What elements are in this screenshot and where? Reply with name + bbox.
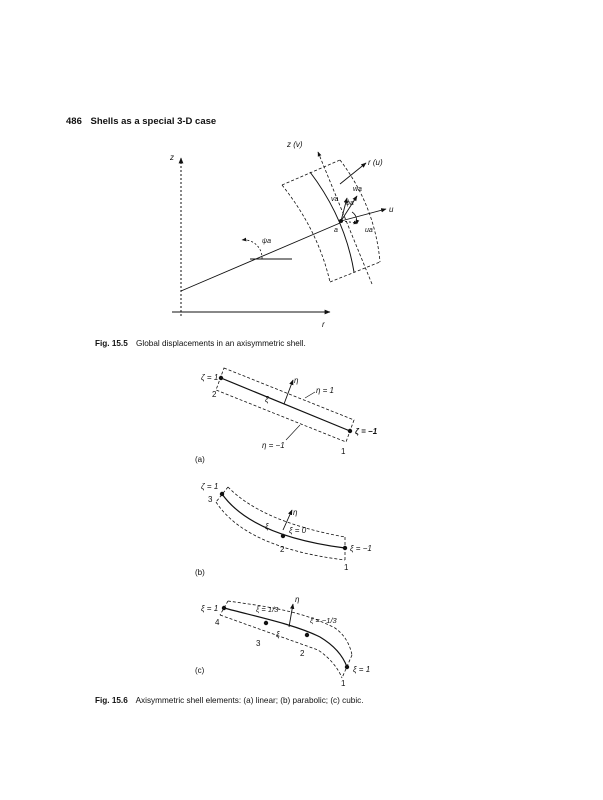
linear-node-2-label: 2 bbox=[212, 390, 217, 399]
z-axis-label: z bbox=[170, 153, 174, 162]
figure-15-6-caption-label: Fig. 15.6 bbox=[95, 696, 128, 705]
figure-15-6-caption bbox=[95, 696, 364, 705]
cubic-zeta-top: ξ = 1 bbox=[201, 604, 219, 613]
cubic-xi-label: ξ bbox=[276, 630, 280, 639]
local-z-label: z (v) bbox=[287, 140, 303, 149]
cubic-xi-third: ξ = 1/3 bbox=[256, 605, 279, 614]
cubic-node-2 bbox=[305, 633, 309, 637]
linear-eta-bottom-label: η = −1 bbox=[262, 441, 285, 450]
linear-tag: (a) bbox=[195, 455, 205, 464]
cubic-xi-minus-third: ξ = −1/3 bbox=[310, 616, 337, 625]
u-label: u bbox=[389, 205, 394, 214]
running-title: Shells as a special 3-D case bbox=[90, 116, 217, 127]
v-a-label: va bbox=[331, 196, 339, 203]
parabolic-node-2-label: 2 bbox=[280, 545, 285, 554]
cubic-node-1-label: 1 bbox=[341, 679, 346, 688]
cubic-node-4-label: 4 bbox=[215, 618, 220, 627]
figure-15-5-caption-text: Global displacements in an axisymmetric shell. bbox=[136, 339, 306, 348]
linear-node-1-label: 1 bbox=[341, 447, 346, 456]
parabolic-tag: (b) bbox=[195, 568, 205, 577]
page-number: 486 bbox=[66, 116, 82, 127]
cubic-node-1 bbox=[345, 665, 349, 669]
cubic-eta-arrow bbox=[289, 604, 293, 627]
node-a-label: a bbox=[334, 227, 338, 234]
u-a-label: ua bbox=[365, 227, 373, 234]
cubic-zeta-bottom: ξ = 1 bbox=[353, 665, 371, 674]
parabolic-zeta-bottom: ξ = −1 bbox=[350, 544, 372, 553]
linear-zeta-top: ζ = 1 bbox=[201, 373, 219, 382]
figure-15-5-caption-label: Fig. 15.5 bbox=[95, 339, 128, 348]
figure-15-6-caption-text: Axisymmetric shell elements: (a) linear; (b) parabolic; (c) cubic. bbox=[135, 696, 364, 705]
parabolic-eta-label: η bbox=[293, 508, 298, 517]
psi-label: ψa bbox=[262, 238, 271, 245]
parabolic-zeta-top: ζ = 1 bbox=[201, 482, 219, 491]
phi-a-label: ϕa bbox=[346, 200, 354, 207]
parabolic-node-3-label: 3 bbox=[208, 495, 213, 504]
cubic-node-3 bbox=[264, 621, 268, 625]
cubic-node-2-label: 2 bbox=[300, 649, 305, 658]
cubic-tag: (c) bbox=[195, 666, 205, 675]
linear-zeta-bottom: ζ = −1 bbox=[355, 427, 378, 436]
local-r-label: r (u) bbox=[368, 158, 383, 167]
parabolic-node-1-label: 1 bbox=[344, 563, 349, 572]
linear-xi-label: ξ bbox=[265, 395, 269, 404]
w-a-label: wa bbox=[353, 186, 362, 193]
linear-eta-label: η bbox=[294, 376, 299, 385]
cubic-node-4 bbox=[222, 606, 226, 610]
parabolic-xi-label: ξ bbox=[265, 522, 269, 531]
cubic-eta-label: η bbox=[295, 595, 300, 604]
cubic-node-3-label: 3 bbox=[256, 639, 261, 648]
r-axis-label: r bbox=[322, 320, 325, 329]
linear-eta-top-label: η = 1 bbox=[316, 386, 335, 395]
parabolic-xi-mid: ξ = 0 bbox=[289, 526, 307, 535]
